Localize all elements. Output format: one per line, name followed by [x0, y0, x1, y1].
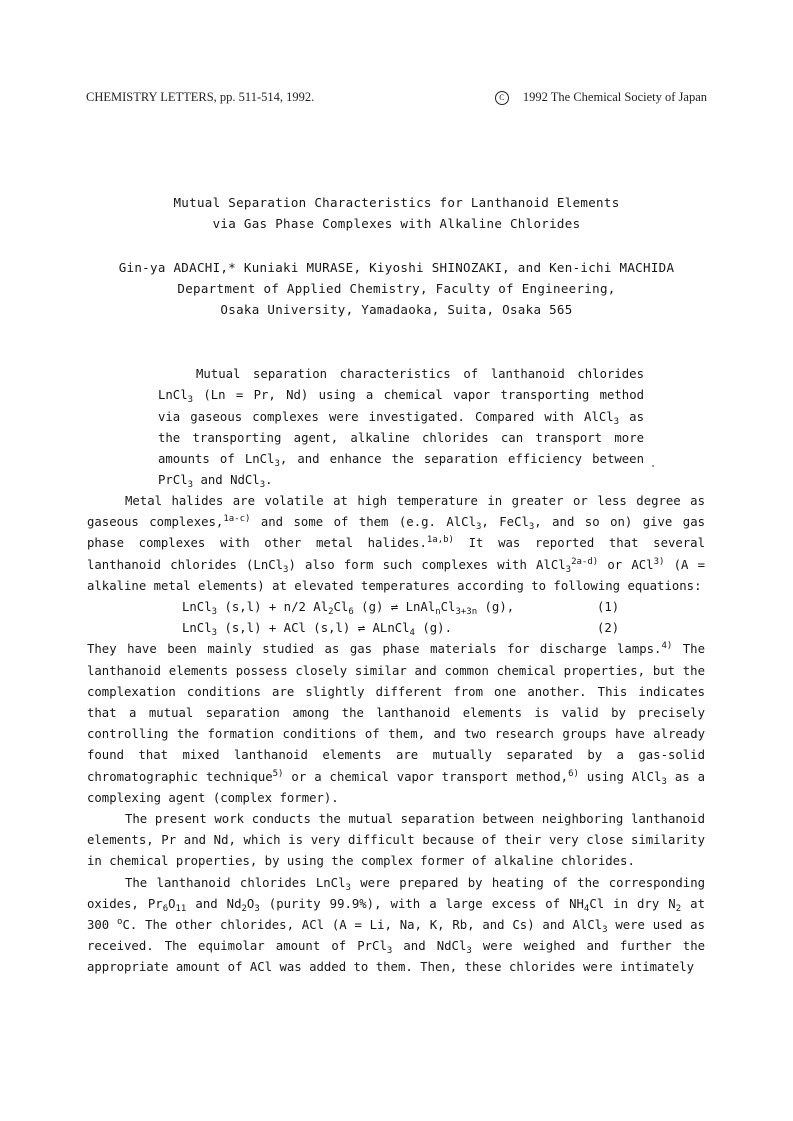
- page-header: [86, 90, 707, 108]
- main-text: [87, 491, 705, 979]
- equation-1-number: (1): [597, 600, 620, 615]
- paper-title-line-1: Mutual Separation Characteristics for Lanthanoid Elements: [173, 195, 620, 210]
- body-paragraph-1: Metal halides are volatile at high temperature in greater or less degree as gaseous complexes,$^{1a-c)}$ and some of them (e.g. AlCl$_3$, FeCl$_3$, and so on) give gas phase complexes with other metal halides.$^{1a,b)}$ It was reported that several lanthanoid chlorides (LnCl$_3$) also form such complexes with AlCl$_3^{2a-d)}$ or ACl$^{3)}$ (A = alkaline metal elements) at elevated temperatures according to following equations:: [87, 494, 705, 593]
- body-paragraph-2: They have been mainly studied as gas phase materials for discharge lamps.$^{4)}$ The lanthanoid elements possess closely similar and common chemical properties, but the complexation conditions are slightly different from one another. This indicates that a mutual separation among the lanthanoid elements is valid by precisely controlling the formation conditions of them, and two research groups have already found that mixed lanthanoid elements are mutually separated by a gas-solid chromatographic technique$^{5)}$ or a chemical vapor transport method,$^{6)}$ using AlCl$_3$ as a complexing agent (complex former).: [87, 641, 705, 805]
- equation-1-expression: LnCl$_3$ (s,l) + n/2 $Al_2Cl_6$ (g) ⇌ $LnAl_nCl_{3+3n}$ (g),: [182, 600, 515, 618]
- paper-title-line-2: via Gas Phase Complexes with Alkaline Chlorides: [212, 216, 581, 231]
- equation-2-expression: LnCl$_3$ (s,l) + ACl (s,l) ⇌ ALnCl$_4$ (g).: [182, 621, 452, 639]
- author-names: Gin-ya ADACHI,* Kuniaki MURASE, Kiyoshi SHINOZAKI, and Ken-ichi MACHIDA: [118, 260, 675, 275]
- scan-speck: [652, 465, 654, 467]
- body-paragraph-4: The lanthanoid chlorides LnCl$_3$ were prepared by heating of the corresponding oxides, $Pr_6O_{11}$ and $Nd_2O_3$ (purity 99.9%), with a large excess of $NH_4Cl$ in dry $N_2$ at 300 $^o$C. The other chlorides, ACl (A = Li, Na, K, Rb, and Cs) and AlCl$_3$ were used as received. The equimolar amount of PrCl$_3$ and NdCl$_3$ were weighed and further the appropriate amount of ACl was added to them. Then, these chlorides were intimately: [87, 875, 705, 975]
- equation-2: [87, 618, 705, 639]
- equation-1: [87, 597, 705, 618]
- equation-2-number: (2): [597, 621, 620, 636]
- abstract: [158, 364, 644, 492]
- abstract-paragraph: Mutual separation characteristics of lanthanoid chlorides LnCl$_3$ (Ln = Pr, Nd) using a chemical vapor transporting method via gaseous complexes were investigated. Compared with AlCl$_3$ as the transporting agent, alkaline chlorides can transport more amounts of LnCl$_3$, and enhance the separation efficiency between PrCl$_3$ and NdCl$_3$.: [158, 367, 645, 491]
- author-university: Osaka University, Yamadaoka, Suita, Osaka 565: [220, 302, 573, 317]
- body-paragraph-3: The present work conducts the mutual separation between neighboring lanthanoid elements, Pr and Nd, which is very difficult because of their very close similarity in chemical properties, by using the complex former of alkaline chlorides.: [87, 812, 705, 869]
- author-department: Department of Applied Chemistry, Faculty of Engineering,: [177, 281, 616, 296]
- journal-citation: CHEMISTRY LETTERS, pp. 511-514, 1992.: [86, 90, 315, 104]
- copyright-icon: C: [495, 91, 509, 105]
- copyright-text: 1992 The Chemical Society of Japan: [522, 90, 707, 104]
- copyright-notice: [495, 90, 707, 105]
